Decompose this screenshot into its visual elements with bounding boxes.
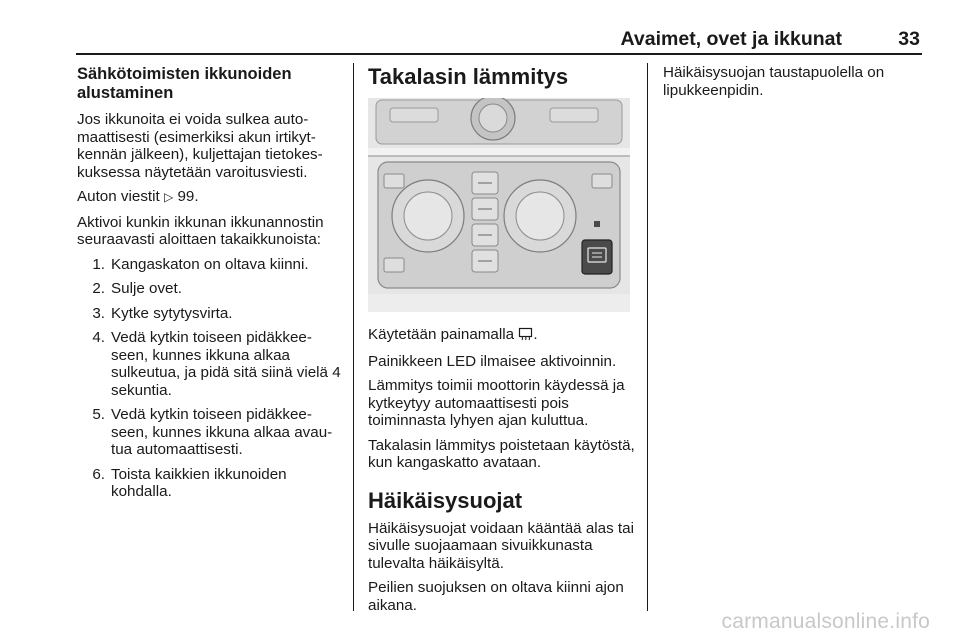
cross-reference-text: Auton viestit xyxy=(77,188,160,205)
list-item-text: Sulje ovet. xyxy=(111,280,182,297)
climate-control-panel-illustration xyxy=(368,98,630,312)
climate-panel-drawing xyxy=(368,98,630,312)
column-2 xyxy=(368,64,640,621)
column-3 xyxy=(663,64,933,106)
rear-window-heating-icon xyxy=(518,327,533,346)
list-item-text: Kytke sytytysvirta. xyxy=(111,304,233,322)
steps-list xyxy=(77,256,347,501)
list-item xyxy=(77,256,347,274)
list-item-text: Vedä kytkin toiseen pidäkkee-seen, kunnes ikkuna alkaa avau-tua automaattisesti. xyxy=(111,406,333,458)
running-header-title: Avaimet, ovet ja ikkunat xyxy=(620,28,842,50)
paragraph-cross-reference xyxy=(77,188,347,207)
section-heading-rear-window-heating: Takalasin lämmitys xyxy=(368,64,569,89)
paragraph: Lämmitys toimii moottorin käydessä ja kytkeytyy automaattisesti pois toiminnasta lyhyen ajan kuluttua. xyxy=(368,377,625,429)
column-1 xyxy=(77,64,347,508)
list-item-text: Kangaskaton on oltava kiinni. xyxy=(111,255,309,273)
column-divider xyxy=(353,63,354,611)
list-item-number: 2. xyxy=(92,280,105,297)
list-item-number: 4. xyxy=(92,329,105,346)
paragraph: Jos ikkunoita ei voida sulkea auto-maattisesti (esimerkiksi akun irtikyt-kennän jälkeen), kuljettajan tietokes-kuksessa näytetään varoitusviesti. xyxy=(77,111,323,181)
paragraph: Häikäisysuojat voidaan kääntää alas tai sivulle suojaamaan sivuikkunasta tulevalta häikäisyltä. xyxy=(368,519,634,572)
list-item-number: 5. xyxy=(92,406,105,423)
list-item xyxy=(77,466,347,501)
header-rule xyxy=(76,53,922,55)
page-number: 33 xyxy=(898,28,920,50)
watermark: carmanualsonline.info xyxy=(721,610,930,633)
list-item xyxy=(77,280,347,298)
list-item-text: Toista kaikkien ikkunoiden kohdalla. xyxy=(111,465,287,500)
paragraph: Takalasin lämmitys poistetaan käytöstä, kun kangaskatto avataan. xyxy=(368,436,635,471)
list-item xyxy=(77,305,347,323)
paragraph: Peilien suojuksen on oltava kiinni ajon aikana. xyxy=(368,579,624,614)
column-divider xyxy=(647,63,648,611)
paragraph-with-icon: Käytetään painamalla . xyxy=(368,326,640,346)
section-heading-sun-visors: Häikäisysuojat xyxy=(368,487,523,513)
list-item-number: 6. xyxy=(92,465,105,483)
paragraph: Painikkeen LED ilmaisee aktivoinnin. xyxy=(368,352,617,370)
list-item xyxy=(77,329,347,399)
paragraph: Häikäisysuojan taustapuolella on lipukkeenpidin. xyxy=(663,64,885,99)
paragraph-text: Käytetään painamalla xyxy=(368,326,515,343)
list-item xyxy=(77,406,347,459)
reference-arrow-icon: ▷ xyxy=(163,190,174,204)
list-item-number: 1. xyxy=(92,255,105,273)
list-item-text: Vedä kytkin toiseen pidäkkee-seen, kunnes ikkuna alkaa sulkeutua, ja pidä sitä siinä vielä 4 sekuntia. xyxy=(111,329,341,399)
section-heading-window-reset: Sähkötoimisten ikkunoiden alustaminen xyxy=(77,65,292,102)
paragraph: Aktivoi kunkin ikkunan ikkunannostin seuraavasti aloittaen takaikkunoista: xyxy=(77,213,324,248)
list-item-number: 3. xyxy=(92,304,105,322)
cross-reference-page[interactable]: 99. xyxy=(177,188,199,205)
